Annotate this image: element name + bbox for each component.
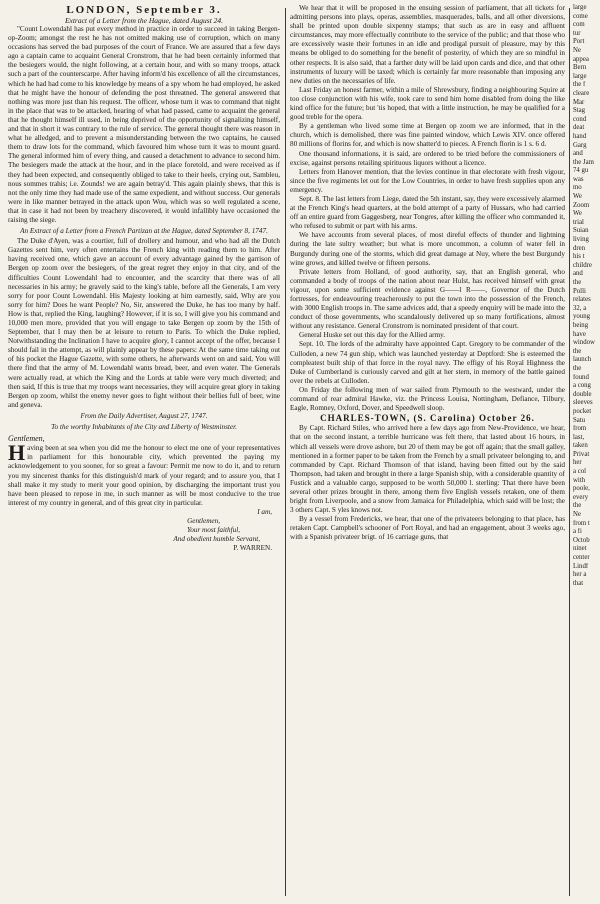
source-line: From the Daily Advertiser, August 27, 1747.	[80, 411, 208, 420]
cropped-text-fragment: appea	[573, 55, 589, 63]
cropped-text-fragment: that	[573, 579, 584, 587]
article-paragraph: Letters from Hanover mention, that the levies continue in that electorate with fresh vigour, since the five regiments let out for the Low Countries, in order to have fresh supplies upon any emergency.	[290, 167, 565, 194]
cropped-text-fragment: living	[573, 236, 589, 244]
column-divider	[569, 8, 570, 896]
masthead-london: LONDON, September 3.	[66, 4, 222, 16]
cropped-text-fragment: center	[573, 554, 590, 561]
article-paragraph: Private letters from Holland, of good authority, say, that an English general, who commanded a body of troops of the nation about near Hulst, has received himself with great vigour, upon some sufficient evidence against G——l R——, Governor of the Dutch fortresses, for endeavouring treacherously to put the town into the possession of the French, with 3000 English troops in. The same advices add, that a speedy enquiry will be made into the conduct of those governments, who scandalously delivered up so many fortifications, almost without any resistance. General Cronstrom is nominated president of that court.	[290, 267, 565, 331]
cropped-text-fragment: We	[573, 210, 582, 218]
cropped-text-fragment: Satu	[573, 416, 586, 424]
cropped-text-fragment: large	[573, 4, 587, 11]
cropped-text-fragment: Suian	[573, 227, 589, 235]
article-paragraph: General Huske set out this day for the Allied army.	[299, 331, 446, 340]
article-paragraph: Last Friday an honest farmer, within a mile of Shrewsbury, finding a neighbouring Squire at too close conjunction with his wife, took care to send him home disabled from doing the like kind office for the future; but 'tis hoped, that with a little instruction, he may be qualified for a good treble for the opera.	[290, 85, 565, 122]
cropped-text-fragment: the	[573, 347, 582, 355]
cropped-text-fragment: pocket	[573, 407, 592, 415]
cropped-text-fragment: the f	[573, 81, 586, 89]
cropped-text-fragment: was	[573, 175, 584, 183]
cropped-text-fragment: hand	[573, 132, 587, 140]
closing-line: Gentlemen,	[187, 516, 220, 525]
cropped-text-fragment: his t	[573, 253, 585, 261]
cropped-text-fragment: relates	[573, 296, 591, 304]
cropped-text-fragment: Ne	[573, 46, 581, 54]
cropped-text-fragment: Octob	[573, 536, 590, 544]
article-paragraph: By a vessel from Fredericks, we hear, that one of the privateers belonging to that place, has retaken Capt. Campbell's schooner of Port Royal, and had an engagement, about 3 weeks ago, with a Spanish privateer brigt. of 16 carriage guns, that	[290, 515, 565, 542]
cropped-text-fragment: cleare	[573, 89, 590, 97]
cropped-text-fragment: Polli	[573, 287, 586, 295]
cropped-text-fragment: the Jam	[573, 158, 594, 166]
closing-line: I am,	[257, 507, 272, 516]
article-paragraph: Sept. 8. The last letters from Liege, dated the 5th instant, say, they were excessively alarmed at the French King's head quarters, at the bold attempt of a party of Hussars, who had carried off an entire guard from Gaggesberg, near Tongres, after killing the officer who commanded it, who refused to submit or part with his arms.	[290, 194, 565, 231]
cropped-text-fragment: Lindf	[573, 562, 589, 570]
column-divider	[285, 8, 286, 896]
cropped-text-fragment: window	[573, 339, 595, 347]
address-line: To the worthy Inhabitants of the City and Liberty of Westminster.	[51, 423, 237, 432]
article-paragraph: By Capt. Richard Stiles, who arrived here a few days ago from New-Providence, we hear, that on the second instant, a terrible hurricane was felt there, that lasted about 16 hours, in which all vessels were drove ashore, but 20 of them may be got off again; that the small galley, mentioned in a former paper to be taken from the French by a small privateer belonging to, and commanded by Capt. Richard Thomson of that island, having been fitted out by the said Thompson, had taken and brought in there a large Spanish ship, with a considerable quantity of Fustick and a valuable cargo, supposed to be worth 50,000 l. sterling: That there have been several other prizes brought in there, among them five English vessels retaken, one of them bright from Liverpoole, and a snow from Jamaica for Philadelphia, which said will be lost; the 3 others Capt. S yles knows not.	[290, 424, 565, 515]
cropped-text-fragment: com	[573, 21, 585, 29]
cropped-text-fragment: the	[573, 502, 582, 510]
cropped-text-fragment: taken	[573, 442, 588, 450]
cropped-text-fragment: double	[573, 390, 592, 398]
cropped-text-fragment: Stag	[573, 107, 586, 115]
cropped-text-fragment: poole,	[573, 485, 590, 493]
cropped-text-fragment: young	[573, 313, 590, 321]
cropped-text-fragment: being	[573, 321, 589, 329]
cropped-text-fragment: large	[573, 72, 587, 80]
cropped-text-fragment: cond	[573, 115, 587, 123]
cropped-text-fragment: Zoom	[573, 201, 590, 209]
cropped-text-fragment: and	[573, 270, 583, 278]
column-middle	[290, 4, 565, 898]
closing-line: And obedient humble Servant,	[173, 535, 260, 544]
cropped-text-fragment: with	[573, 476, 586, 484]
cropped-text-fragment: childre	[573, 261, 592, 269]
cropped-text-fragment: Privat	[573, 450, 590, 458]
cropped-text-fragment: a fi	[573, 528, 582, 536]
column-left	[8, 4, 280, 898]
cropped-text-fragment: the	[573, 364, 582, 372]
article-paragraph: One thousand informations, it is said, are ordered to be tried before the commissioners of excise, against persons retailing spirituous liquors without a licence.	[290, 149, 565, 167]
cropped-text-fragment: deat	[573, 124, 585, 132]
article-paragraph: On Friday the following men of war sailed from Plymouth to the westward, under the command of rear admiral Hawke, viz. the Princess Louisa, Nottingham, Defiance, Tilbury, Eagle, Romney, Oxford, Dover, and Speedwell sloop.	[290, 385, 565, 413]
cropped-text-fragment: her a	[573, 571, 587, 579]
cropped-text-fragment: tur	[573, 29, 581, 37]
cropped-text-fragment: mo	[573, 184, 582, 192]
cropped-text-fragment: from t	[573, 519, 590, 527]
cropped-text-fragment: her	[573, 459, 582, 467]
cropped-text-fragment: We	[573, 193, 582, 201]
article-paragraph: Sept. 10. The lords of the admiralty have appointed Capt. Gregory to be commander of the Culloden, a new 74 gun ship, which was launched yesterday at Deptford: She is esteemed the compleatest built ship of that force in the royal navy. The effigy of his Royal Highness the Duke of Cumberland is curiously carved and gilt at her stern, in memory of the battle gained over the rebels at Culloden.	[290, 340, 565, 385]
dateline-heading: CHARLES-TOWN, (S. Carolina) October 26.	[320, 413, 535, 424]
cropped-text-fragment: found	[573, 373, 589, 381]
extract-heading: An Extract of a Letter from a French Partizan at the Hague, dated September 8, 1747.	[20, 227, 268, 236]
article-paragraph: "Count Lowendahl has put every method in practice in order to succeed in taking Bergen-op-Zoom; amongst the rest he has not omitted making use of corruption, which on many occasions has served the bad purposes of the court of France. We are assured that a few days ago a captain came to acquaint General Cronstrom, that he had been certainly informed that the besiegers would, the night following, at a certain hour, and with so many troops, attack such a part of the counterscarpe. After having inform'd his excellence of all the circumstances, which he had had come to his knowledge by means of a spy whom he had employed, he asked that he might have the honour of defending the post threatned. The general answered that nothing was more just than his request. The officer, whose turn it was to command that night in the place that was to be attacked, hearing of what had passed, came to acquaint the general that he thought himself ill used, in being deprived of the opportunity of signalizing himself, and that in short it was contrary to the rule of service. The general thought there was reason in what he alledged, and to prevent a misunderstanding between the two captains, he caused them to draw lots for the command, which favoured him whose turn it was to mount guard. The general informed him of every thing, and caused a detachment to advance to second him. The besiegers made the attack at the hour, and in the place foretold, and were received as if they had been expected, and consequently obliged to take to their heels, crying out, Sambleu, nous sommes trahis; i.e. Zounds! we are again betray'd. This again plainly shews, that this is not the only time they had made use of the same expedient, and without success. Our generals were in like manner betrayed in the attack upon Wou, which was so well regulated a scene, that in case it had not been by treachery discovered, it would infallibly have occasioned the raising the siege.	[8, 25, 280, 224]
cropped-text-fragment: dren	[573, 244, 586, 252]
cropped-text-fragment: Port	[573, 38, 585, 46]
salutation: Gentlemen,	[8, 434, 45, 444]
cropped-text-fragment: come	[573, 12, 588, 20]
cropped-text-fragment: sleeves	[573, 399, 593, 407]
signature-name: P. WARREN.	[233, 544, 272, 553]
cropped-text-fragment: 32, a	[573, 304, 587, 312]
article-paragraph: By a gentleman who lived some time at Bergen op zoom we are informed, that in the church, which is demolished, there was fine painted window, which Lewis XIV. once offered 80 millions of florins for, and which is now shatter'd to pieces. A French florin is 1 s. 6 d.	[290, 122, 565, 149]
cropped-text-fragment: launch	[573, 356, 592, 364]
cropped-text-fragment: 74 gu	[573, 167, 589, 175]
cropped-text-fragment: ninet	[573, 545, 587, 553]
cropped-text-fragment: a col	[573, 468, 587, 476]
cropped-text-fragment: the	[573, 279, 582, 286]
cropped-text-fragment: Ne	[573, 511, 581, 519]
cropped-text-fragment: a cong	[573, 382, 591, 390]
cropped-text-fragment: Mar	[573, 98, 585, 106]
article-paragraph: The Duke d'Ayen, was a courtier, full of drollery and humour, and who had all the Dutch Gazettes sent him, very often entertains the French king with reading them to him. After having received one, which gave an account of every advantage gained by the garrison of Bergen op zoom over the besiegers, of the great regret they enjoy in that city, and of the difficulties Count Lowendahl had to encounter, and the scarcity that there was of all necessaries in his army; he gravely said to the king's table, before all the Generals, I am very sorry for poor Count Lowendahl. His Majesty looking at him earnestly, said, Why are you sorry for him? Does he want People? No, Sir, answered the Duke, he has too many by half. How is that, replied the King, laughing? However, if it is so, I will give you his command and 10,000 men more, provided that you will engage to take Bergen op zoom by the 15th of September, that I may then be at leisure to return to Paris. To which the Duke replied, Notwithstanding the Inclination I have to acquire glory, I cannot accept of the offer, because I should fail in the attempt, as will plainly appear by these papers: At the same time taking out of his pocket the Hague Gazette, with some others, he afterwards went on and said, You will there find that the army of M. Lowendahl wants bread, beer, and even water. The Generals were actually read, at which the King and the Lords at table were very much diverted; and then said, If this is true that my troops want necessaries, they will acquire great glory in taking Bergen op zoom, whilst the enemy never goes to fight without their bellies full of beer, wine and geneva.	[8, 237, 280, 409]
letter-body: Having been at sea when you did me the honour to elect me one of your representatives in parliament for this honourable city, which prevented the paying my acknowledgement to you sooner, for so great a favour: Permit me now to do it, and to return you my sincerest thanks for this distinguish'd mark of your regard; and to assure you, that I shall make it my study to merit your good opinion, by discharging the important trust you have been pleased to repose in me, in such manner as will be most conducive to the true interest of my country in general, and of this great city in particular.	[8, 440, 280, 507]
cropped-text-fragment: from	[573, 425, 587, 433]
extract-heading: Extract of a Letter from the Hague, dated August 24.	[64, 16, 224, 25]
cropped-text-fragment: trial	[573, 218, 584, 226]
cropped-text-fragment: and	[573, 150, 583, 158]
closing-line: Your most faithful,	[186, 526, 240, 535]
column-right-cropped	[573, 4, 600, 898]
article-paragraph: We hear that it will be proposed in the ensuing session of parliament, that all tickets for admitting persons into plays, operas, assemblies, masquerades, balls, and all other diversions, shall be printed upon double sixpenny stamps; that such as are in easy and affluent circumstances, may more effectually contribute to the service of the public; and that those who are excessively waste their fortunes in an idle and prodigal pursuit of pleasure, may by this means be obliged to do something for the benefit of posterity, of which they are so mindful in other respects. It is also said, that a farther duty will be laid upon cards and dice, and that other instruments of luxury will be taxed; which is certainly far more reasonable than imposing any new duties on the necessaries of life.	[290, 4, 565, 85]
cropped-text-fragment: Bern	[573, 64, 587, 72]
article-paragraph: We have accounts from several places, of most direful effects of thunder and lightning during the late sultry weather; but what is more uncommon, a column of water fell in Burgundy during one of the storms, which did great damage at Nuy, where the best Burgundy wine grows, and killed twelve or fifteen persons.	[290, 231, 565, 267]
cropped-text-fragment: every	[573, 493, 589, 501]
cropped-text-fragment: have	[573, 330, 586, 338]
cropped-text-fragment: last,	[573, 433, 585, 441]
cropped-text-fragment: Garg	[573, 141, 587, 149]
